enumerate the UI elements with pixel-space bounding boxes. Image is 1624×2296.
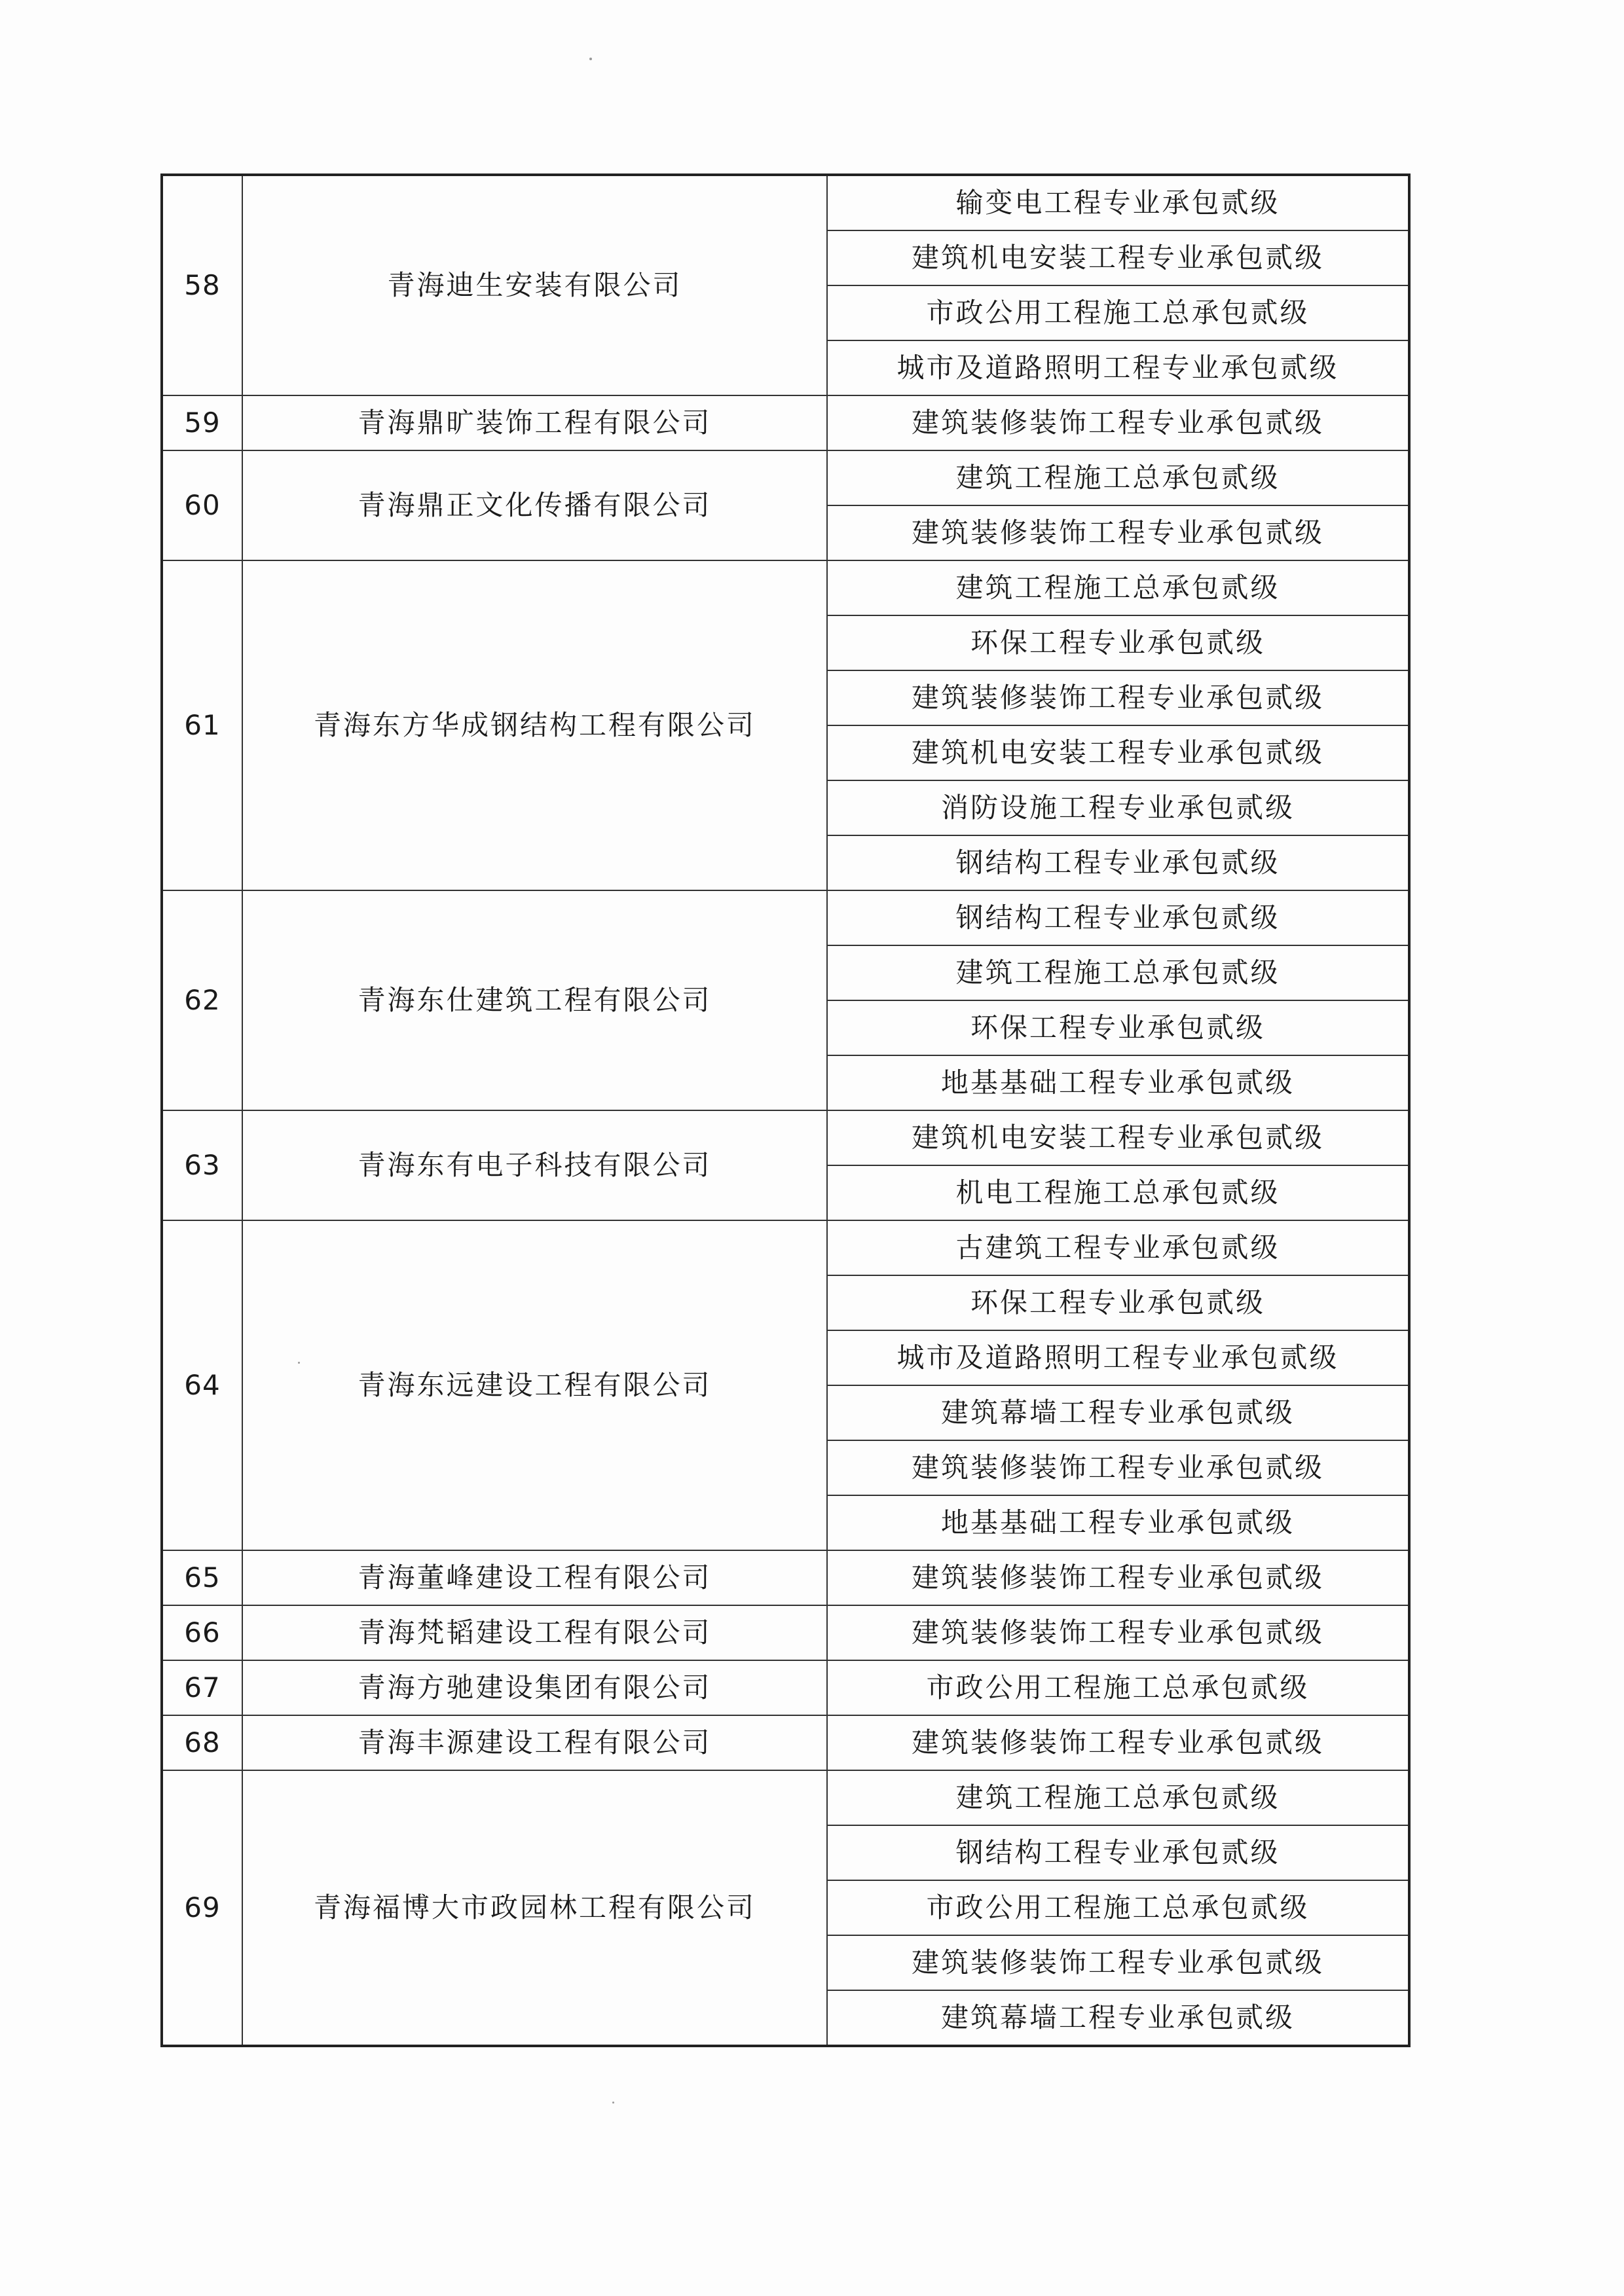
company-name: 青海东远建设工程有限公司 <box>242 1220 827 1550</box>
company-number: 62 <box>162 890 242 1110</box>
qualification-item: 建筑工程施工总承包贰级 <box>827 560 1409 615</box>
qualification-item: 地基基础工程专业承包贰级 <box>827 1495 1409 1550</box>
company-name: 青海东仕建筑工程有限公司 <box>242 890 827 1110</box>
table-row <box>162 1110 1409 1165</box>
company-name: 青海鼎正文化传播有限公司 <box>242 450 827 560</box>
qualification-item: 钢结构工程专业承包贰级 <box>827 835 1409 890</box>
company-name: 青海方驰建设集团有限公司 <box>242 1660 827 1715</box>
qualification-item: 古建筑工程专业承包贰级 <box>827 1220 1409 1275</box>
company-number: 64 <box>162 1220 242 1550</box>
qualification-item: 输变电工程专业承包贰级 <box>827 175 1409 230</box>
qualification-item: 城市及道路照明工程专业承包贰级 <box>827 340 1409 395</box>
table-row <box>162 450 1409 505</box>
company-number: 65 <box>162 1550 242 1605</box>
company-name: 青海迪生安装有限公司 <box>242 175 827 395</box>
qualification-item: 环保工程专业承包贰级 <box>827 1275 1409 1330</box>
company-name: 青海东方华成钢结构工程有限公司 <box>242 560 827 890</box>
qualification-item: 建筑装修装饰工程专业承包贰级 <box>827 670 1409 725</box>
company-name: 青海梵韬建设工程有限公司 <box>242 1605 827 1660</box>
company-name: 青海福博大市政园林工程有限公司 <box>242 1770 827 2046</box>
qualification-item: 消防设施工程专业承包贰级 <box>827 780 1409 835</box>
qualification-item: 建筑机电安装工程专业承包贰级 <box>827 1110 1409 1165</box>
qualification-item: 建筑装修装饰工程专业承包贰级 <box>827 505 1409 560</box>
table-row <box>162 1660 1409 1715</box>
company-number: 59 <box>162 395 242 450</box>
table-row <box>162 1605 1409 1660</box>
company-name: 青海丰源建设工程有限公司 <box>242 1715 827 1770</box>
table-row <box>162 1220 1409 1275</box>
qualification-item: 建筑工程施工总承包贰级 <box>827 450 1409 505</box>
table-row <box>162 395 1409 450</box>
qualification-item: 建筑幕墙工程专业承包贰级 <box>827 1385 1409 1440</box>
qualification-item: 环保工程专业承包贰级 <box>827 1000 1409 1055</box>
qualification-item: 城市及道路照明工程专业承包贰级 <box>827 1330 1409 1385</box>
company-number: 61 <box>162 560 242 890</box>
company-number: 60 <box>162 450 242 560</box>
company-number: 63 <box>162 1110 242 1220</box>
company-name: 青海鼎旷装饰工程有限公司 <box>242 395 827 450</box>
table-row <box>162 1550 1409 1605</box>
table-row <box>162 1770 1409 1825</box>
qualification-item: 建筑工程施工总承包贰级 <box>827 1770 1409 1825</box>
company-number: 66 <box>162 1605 242 1660</box>
qualification-item: 环保工程专业承包贰级 <box>827 615 1409 670</box>
qualification-item: 建筑装修装饰工程专业承包贰级 <box>827 395 1409 450</box>
company-name: 青海董峰建设工程有限公司 <box>242 1550 827 1605</box>
company-number: 69 <box>162 1770 242 2046</box>
qualification-item: 建筑装修装饰工程专业承包贰级 <box>827 1715 1409 1770</box>
scan-speck <box>589 58 592 60</box>
company-number: 67 <box>162 1660 242 1715</box>
qualification-item: 机电工程施工总承包贰级 <box>827 1165 1409 1220</box>
qualification-item: 钢结构工程专业承包贰级 <box>827 890 1409 945</box>
qualification-item: 建筑机电安装工程专业承包贰级 <box>827 725 1409 780</box>
qualification-item: 建筑装修装饰工程专业承包贰级 <box>827 1605 1409 1660</box>
qualification-table-body <box>162 175 1409 2046</box>
qualification-item: 建筑装修装饰工程专业承包贰级 <box>827 1935 1409 1990</box>
qualification-item: 市政公用工程施工总承包贰级 <box>827 1880 1409 1935</box>
table-row <box>162 560 1409 615</box>
table-row <box>162 175 1409 230</box>
company-number: 68 <box>162 1715 242 1770</box>
qualification-item: 建筑幕墙工程专业承包贰级 <box>827 1990 1409 2046</box>
table-row <box>162 1715 1409 1770</box>
qualification-item: 建筑装修装饰工程专业承包贰级 <box>827 1440 1409 1495</box>
company-name: 青海东有电子科技有限公司 <box>242 1110 827 1220</box>
qualification-item: 钢结构工程专业承包贰级 <box>827 1825 1409 1880</box>
company-number: 58 <box>162 175 242 395</box>
qualification-item: 建筑工程施工总承包贰级 <box>827 945 1409 1000</box>
qualification-item: 地基基础工程专业承包贰级 <box>827 1055 1409 1110</box>
qualification-item: 建筑装修装饰工程专业承包贰级 <box>827 1550 1409 1605</box>
qualification-table <box>160 173 1411 2047</box>
qualification-item: 建筑机电安装工程专业承包贰级 <box>827 230 1409 285</box>
scan-speck <box>612 2102 614 2104</box>
qualification-item: 市政公用工程施工总承包贰级 <box>827 285 1409 340</box>
qualification-item: 市政公用工程施工总承包贰级 <box>827 1660 1409 1715</box>
table-row <box>162 890 1409 945</box>
